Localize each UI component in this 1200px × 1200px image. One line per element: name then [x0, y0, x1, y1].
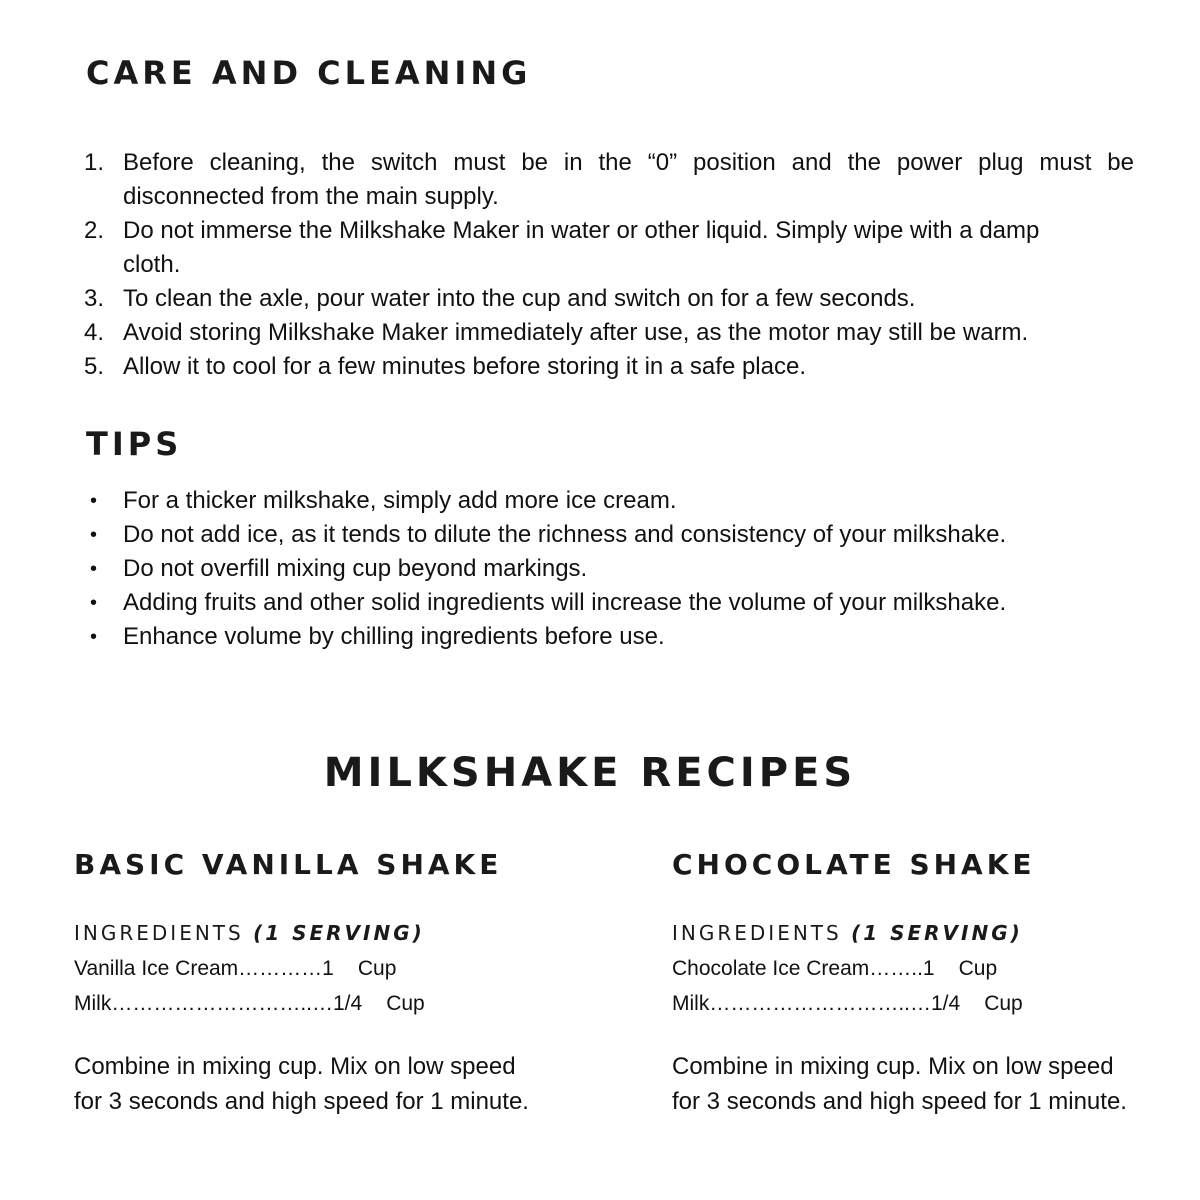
ingredient-amount: Vanilla Ice Cream…………1 [74, 957, 334, 980]
ingredient-amount: Milk………………………..…1/4 [74, 992, 363, 1015]
list-item [84, 282, 1134, 316]
ingredient-unit: Cup [958, 957, 998, 980]
list-item-text: Do not add ice, as it tends to dilute the richness and consistency of your milkshake. [123, 521, 1007, 548]
ingredient-line [672, 986, 1172, 1021]
ingredients-label: INGREDIENTS [74, 921, 244, 945]
list-item [84, 146, 1134, 214]
list-number: 3. [84, 285, 105, 312]
list-number: 2. [84, 217, 105, 244]
list-item-text: For a thicker milkshake, simply add more ice cream. [123, 487, 677, 514]
vanilla-shake-recipe [74, 845, 574, 1119]
care-and-cleaning-heading: CARE AND CLEANING [86, 54, 532, 92]
ingredient-unit: Cup [357, 957, 397, 980]
recipe-directions: Combine in mixing cup. Mix on low speed for 3 seconds and high speed for 1 minute. [74, 1053, 529, 1115]
ingredient-list [74, 951, 574, 1021]
recipe-directions: Combine in mixing cup. Mix on low speed for 3 seconds and high speed for 1 minute. [672, 1053, 1127, 1115]
list-number: 1. [84, 149, 105, 176]
chocolate-shake-recipe [672, 845, 1172, 1119]
list-item [84, 316, 1134, 350]
recipe-title: BASIC VANILLA SHAKE [74, 848, 503, 881]
list-number: 5. [84, 353, 105, 380]
ingredient-line [74, 986, 574, 1021]
ingredients-label: INGREDIENTS [672, 921, 842, 945]
recipe-title: CHOCOLATE SHAKE [672, 848, 1036, 881]
list-item [84, 484, 1134, 518]
list-item-text: Do not immerse the Milkshake Maker in water or other liquid. Simply wipe with a damp cloth. [123, 217, 1040, 278]
list-item-text: Do not overfill mixing cup beyond markings. [123, 555, 588, 582]
ingredient-line [74, 951, 574, 986]
ingredient-unit: Cup [984, 992, 1023, 1015]
list-item [84, 552, 1134, 586]
list-item [84, 586, 1134, 620]
bullet-icon: • [90, 558, 98, 580]
ingredients-heading [672, 921, 1172, 945]
list-number: 4. [84, 319, 105, 346]
list-item [84, 518, 1134, 552]
list-item-text: Enhance volume by chilling ingredients before use. [123, 623, 665, 650]
ingredient-unit: Cup [386, 992, 425, 1015]
care-instructions-list [84, 146, 1134, 384]
ingredients-heading [74, 921, 574, 945]
bullet-icon: • [90, 626, 98, 648]
list-item [84, 620, 1134, 654]
tips-heading: TIPS [86, 425, 183, 463]
ingredient-amount: Milk………………………..…1/4 [672, 992, 961, 1015]
bullet-icon: • [90, 592, 98, 614]
serving-size: (1 SERVING) [253, 921, 425, 945]
tips-list [84, 484, 1134, 654]
milkshake-recipes-heading: MILKSHAKE RECIPES [323, 750, 857, 796]
bullet-icon: • [90, 490, 98, 512]
list-item-text: Avoid storing Milkshake Maker immediately after use, as the motor may still be warm. [123, 319, 1029, 346]
ingredient-line [672, 951, 1172, 986]
list-item-text: Allow it to cool for a few minutes before storing it in a safe place. [123, 353, 807, 380]
ingredient-amount: Chocolate Ice Cream……..1 [672, 957, 935, 980]
list-item [84, 214, 1134, 282]
list-item-text: Adding fruits and other solid ingredients will increase the volume of your milkshake. [123, 589, 1007, 616]
ingredient-list [672, 951, 1172, 1021]
bullet-icon: • [90, 524, 98, 546]
list-item-text: Before cleaning, the switch must be in the “0” position and the power plug must be disconnected from the main supply. [123, 149, 1134, 210]
serving-size: (1 SERVING) [851, 921, 1023, 945]
list-item [84, 350, 1134, 384]
list-item-text: To clean the axle, pour water into the cup and switch on for a few seconds. [123, 285, 916, 312]
